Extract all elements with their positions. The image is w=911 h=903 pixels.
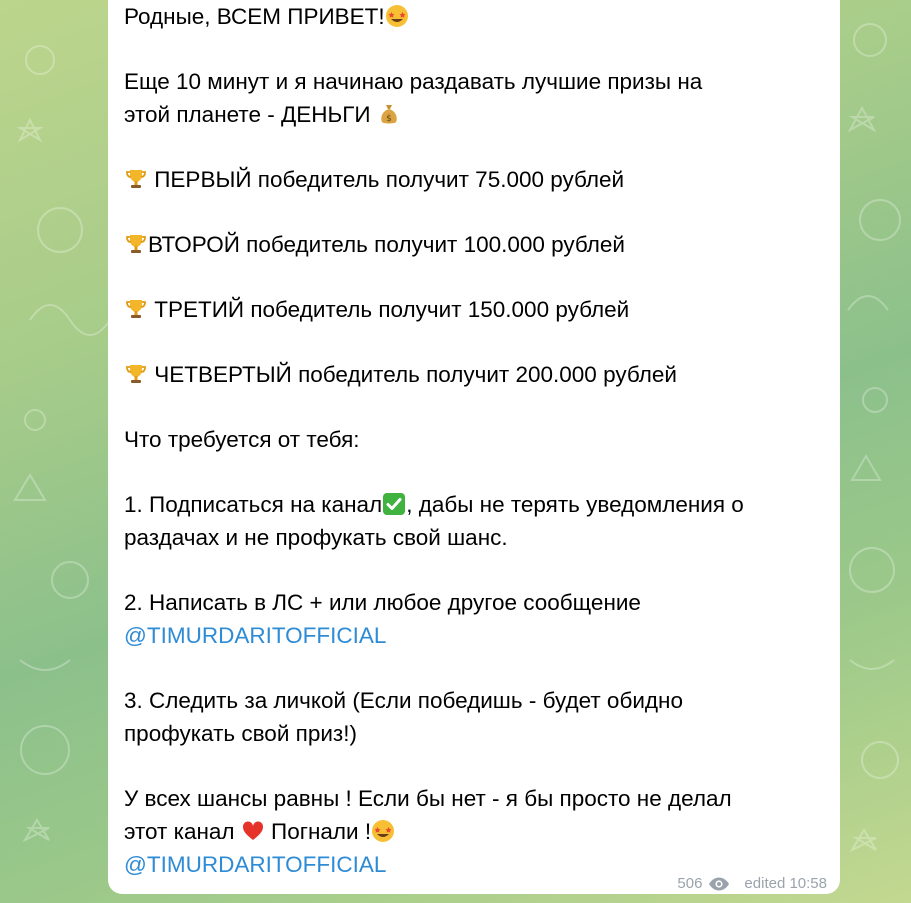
edited-timestamp: edited 10:58 xyxy=(744,875,827,892)
prize-fourth-text: ЧЕТВЕРТЫЙ победитель получит 200.000 рублей xyxy=(148,362,677,387)
money-bag-emoji xyxy=(377,102,401,126)
check-mark-button-emoji xyxy=(382,492,406,516)
outro-text-b: Погнали ! xyxy=(264,819,372,844)
message-text xyxy=(124,0,836,881)
step-2-username-link[interactable]: @TIMURDARITOFFICIAL xyxy=(124,623,387,648)
trophy-emoji xyxy=(124,362,148,386)
prize-fourth xyxy=(124,358,836,391)
trophy-emoji xyxy=(124,167,148,191)
step-1-line-1 xyxy=(124,488,836,521)
eye-icon xyxy=(708,877,730,891)
greeting-text: Родные, ВСЕМ ПРИВЕТ! xyxy=(124,4,385,29)
step-2-line-1: 2. Написать в ЛС + или любое другое сообщение xyxy=(124,590,641,615)
outro-username-link[interactable]: @TIMURDARITOFFICIAL xyxy=(124,852,387,877)
requirements-heading: Что требуется от тебя: xyxy=(124,427,360,452)
prize-second-text: ВТОРОЙ победитель получит 100.000 рублей xyxy=(148,232,626,257)
trophy-emoji xyxy=(124,232,148,256)
message-meta xyxy=(677,875,827,892)
view-count: 506 xyxy=(677,875,703,892)
intro-line-2 xyxy=(124,98,836,131)
step-1-text-b: , дабы не терять уведомления о xyxy=(406,492,744,517)
prize-third xyxy=(124,293,836,326)
prize-first-text: ПЕРВЫЙ победитель получит 75.000 рублей xyxy=(148,167,625,192)
intro-line-2-text: этой планете - ДЕНЬГИ xyxy=(124,102,371,127)
prize-third-text: ТРЕТИЙ победитель получит 150.000 рублей xyxy=(148,297,630,322)
star-struck-emoji xyxy=(385,4,409,28)
greeting-line xyxy=(124,0,836,33)
step-1-line-2: раздачах и не профукать свой шанс. xyxy=(124,525,508,550)
trophy-emoji xyxy=(124,297,148,321)
red-heart-emoji xyxy=(241,819,265,843)
outro-text-a: этот канал xyxy=(124,819,241,844)
step-3-line-2: профукать свой приз!) xyxy=(124,721,357,746)
step-1-text-a: 1. Подписаться на канал xyxy=(124,492,383,517)
step-3-line-1: 3. Следить за личкой (Если победишь - будет обидно xyxy=(124,688,683,713)
star-struck-emoji xyxy=(371,819,395,843)
svg-text:$: $ xyxy=(385,114,392,124)
prize-first xyxy=(124,163,836,196)
outro-line-2 xyxy=(124,815,836,848)
intro-line-1: Еще 10 минут и я начинаю раздавать лучшие призы на xyxy=(124,69,703,94)
outro-line-1: У всех шансы равны ! Если бы нет - я бы просто не делал xyxy=(124,786,732,811)
prize-second xyxy=(124,228,836,261)
